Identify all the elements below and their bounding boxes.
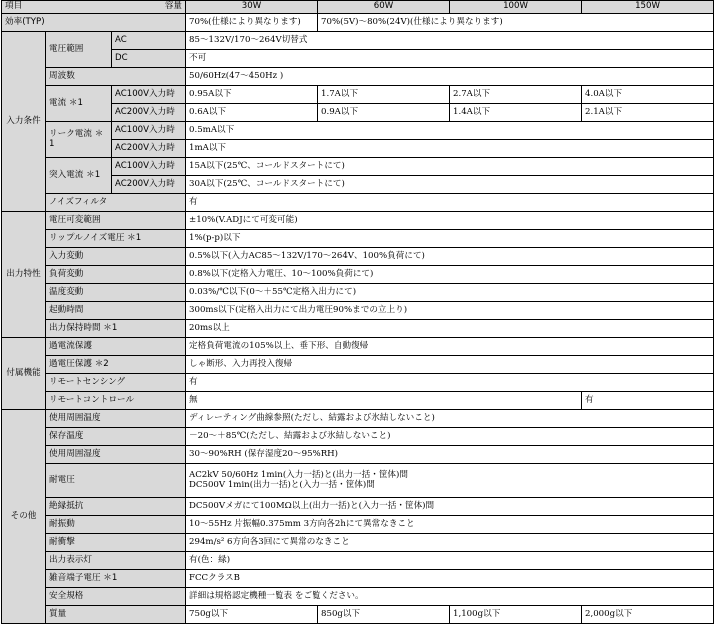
remote-control-value: 無: [186, 392, 582, 410]
frequency-label: 周波数: [46, 68, 186, 86]
efficiency-60w-150w: 70%(5V)～80%(24V)(仕様により異なります): [318, 14, 714, 32]
header-item: 項目: [5, 1, 23, 12]
overcurrent-label: 過電流保護: [46, 338, 186, 356]
output-category: 出力特性: [2, 212, 46, 338]
spec-table: [1, 0, 714, 624]
frequency-row: [2, 68, 714, 86]
output-value: 0.03%/℃以下(0～＋55℃定格入出力にて): [186, 284, 714, 302]
remote-control-label: リモートコントロール: [46, 392, 186, 410]
remote-sensing-label: リモートセンシング: [46, 374, 186, 392]
overcurrent-row: [2, 338, 714, 356]
op-temp-value: ディレーティング曲線参照(ただし、結露および氷結しないこと): [186, 410, 714, 428]
frequency-value: 50/60Hz(47～450Hz ): [186, 68, 714, 86]
current-100v-30w: 0.95A以下: [186, 86, 318, 104]
safety-label: 安全規格: [46, 588, 186, 606]
noise-label: 雑音端子電圧 ＊1: [46, 570, 186, 588]
functions-category: 付属機能: [2, 338, 46, 410]
output-row: [2, 302, 714, 320]
weight-100w: 1,100g以下: [450, 606, 582, 624]
output-row: [2, 230, 714, 248]
inrush-ac100-label: AC100V入力時: [112, 158, 186, 176]
insulation-label: 絶縁抵抗: [46, 498, 186, 516]
header-30w: 30W: [186, 1, 318, 14]
safety-row: [2, 588, 714, 606]
efficiency-label: 効率(TYP): [2, 14, 186, 32]
op-humidity-row: [2, 446, 714, 464]
current-200v-100w: 1.4A以下: [450, 104, 582, 122]
output-row: [2, 248, 714, 266]
output-value: 300ms以下(定格入出力にて出力電圧90%までの立上り): [186, 302, 714, 320]
output-indicator-label: 出力表示灯: [46, 552, 186, 570]
leak-ac100-label: AC100V入力時: [112, 122, 186, 140]
output-label: 温度変動: [46, 284, 186, 302]
withstand-label: 耐電圧: [46, 464, 186, 498]
inrush-200v-value: 30A以下(25℃、コールドスタートにて): [186, 176, 714, 194]
output-value: ±10%(V.ADJにて可変可能): [186, 212, 714, 230]
inrush-100v-row: [2, 158, 714, 176]
weight-150w: 2,000g以下: [582, 606, 714, 624]
current-ac100-label: AC100V入力時: [112, 86, 186, 104]
current-200v-30w: 0.6A以下: [186, 104, 318, 122]
shock-row: [2, 534, 714, 552]
leak-100v-value: 0.5mA以下: [186, 122, 714, 140]
dc-value: 不可: [186, 50, 714, 68]
noise-filter-value: 有: [186, 194, 714, 212]
header-item-capacity: [2, 1, 186, 14]
overvoltage-row: [2, 356, 714, 374]
weight-60w: 850g以下: [318, 606, 450, 624]
output-row: [2, 320, 714, 338]
noise-filter-label: ノイズフィルタ: [46, 194, 186, 212]
input-ac-row: [2, 32, 714, 50]
withstand-value: AC2kV 50/60Hz 1min(入力一括)と(出力一括・筐体)間 DC500V 1min(出力一括)と(入力一括・筐体)間: [186, 464, 714, 498]
output-value: 20ms以上: [186, 320, 714, 338]
efficiency-30w: 70%(仕様により異なります): [186, 14, 318, 32]
output-row: [2, 266, 714, 284]
current-200v-150w: 2.1A以下: [582, 104, 714, 122]
output-label: リップルノイズ電圧 ＊1: [46, 230, 186, 248]
storage-temp-label: 保存温度: [46, 428, 186, 446]
output-row: [2, 284, 714, 302]
current-200v-60w: 0.9A以下: [318, 104, 450, 122]
op-humidity-value: 30～90%RH (保存湿度20～95%RH): [186, 446, 714, 464]
inrush-label: 突入電流 ＊1: [46, 158, 112, 194]
current-ac200-label: AC200V入力時: [112, 104, 186, 122]
ac-value: 85～132V/170～264V切替式: [186, 32, 714, 50]
vibration-label: 耐振動: [46, 516, 186, 534]
output-value: 0.5%以下(入力AC85～132V/170～264V、100%負荷にて): [186, 248, 714, 266]
output-label: 電圧可変範囲: [46, 212, 186, 230]
inrush-100v-value: 15A以下(25℃、コールドスタートにて): [186, 158, 714, 176]
voltage-range-label: 電圧範囲: [46, 32, 112, 68]
noise-row: [2, 570, 714, 588]
output-label: 負荷変動: [46, 266, 186, 284]
weight-30w: 750g以下: [186, 606, 318, 624]
shock-label: 耐衝撃: [46, 534, 186, 552]
current-label: 電流 ＊1: [46, 86, 112, 122]
output-row: [2, 212, 714, 230]
leak-label: リーク電流 ＊1: [46, 122, 112, 158]
op-humidity-label: 使用周囲湿度: [46, 446, 186, 464]
remote-control-150w: 有: [582, 392, 714, 410]
remote-sensing-row: [2, 374, 714, 392]
withstand-row: [2, 464, 714, 498]
safety-value: 詳細は規格認定機種一覧表 をご覧ください。: [186, 588, 714, 606]
input-category: 入力条件: [2, 32, 46, 212]
op-temp-row: [2, 410, 714, 428]
output-value: 1%(p-p)以下: [186, 230, 714, 248]
remote-control-row: [2, 392, 714, 410]
other-category: その他: [2, 410, 46, 624]
remote-sensing-value: 有: [186, 374, 714, 392]
noise-filter-row: [2, 194, 714, 212]
insulation-value: DC500Vメガにて100MΩ以上(出力一括)と(入力一括・筐体)間: [186, 498, 714, 516]
insulation-row: [2, 498, 714, 516]
overcurrent-value: 定格負荷電流の105%以上、垂下形、自動復帰: [186, 338, 714, 356]
header-capacity: 容量: [164, 1, 183, 12]
header-60w: 60W: [318, 1, 450, 14]
noise-value: FCCクラスB: [186, 570, 714, 588]
output-indicator-row: [2, 552, 714, 570]
current-100v-row: [2, 86, 714, 104]
output-indicator-value: 有(色：緑): [186, 552, 714, 570]
header-row: [2, 1, 714, 14]
output-label: 出力保持時間 ＊1: [46, 320, 186, 338]
efficiency-row: [2, 14, 714, 32]
vibration-value: 10～55Hz 片振幅0.375mm 3方向各2hにて異常なきこと: [186, 516, 714, 534]
output-label: 起動時間: [46, 302, 186, 320]
vibration-row: [2, 516, 714, 534]
header-100w: 100W: [450, 1, 582, 14]
ac-label: AC: [112, 32, 186, 50]
leak-200v-value: 1mA以下: [186, 140, 714, 158]
inrush-ac200-label: AC200V入力時: [112, 176, 186, 194]
current-100v-150w: 4.0A以下: [582, 86, 714, 104]
overvoltage-label: 過電圧保護 ＊2: [46, 356, 186, 374]
weight-label: 質量: [46, 606, 186, 624]
output-label: 入力変動: [46, 248, 186, 266]
output-value: 0.8%以下(定格入力電圧、10～100%負荷にて): [186, 266, 714, 284]
header-150w: 150W: [582, 1, 714, 14]
overvoltage-value: しゃ断形、入力再投入復帰: [186, 356, 714, 374]
current-100v-60w: 1.7A以下: [318, 86, 450, 104]
weight-row: [2, 606, 714, 624]
op-temp-label: 使用周囲温度: [46, 410, 186, 428]
shock-value: 294m/s² 6方向各3回にて異常のなきこと: [186, 534, 714, 552]
leak-ac200-label: AC200V入力時: [112, 140, 186, 158]
storage-temp-row: [2, 428, 714, 446]
current-100v-100w: 2.7A以下: [450, 86, 582, 104]
dc-label: DC: [112, 50, 186, 68]
storage-temp-value: －20～＋85℃(ただし、結露および氷結しないこと): [186, 428, 714, 446]
leak-100v-row: [2, 122, 714, 140]
